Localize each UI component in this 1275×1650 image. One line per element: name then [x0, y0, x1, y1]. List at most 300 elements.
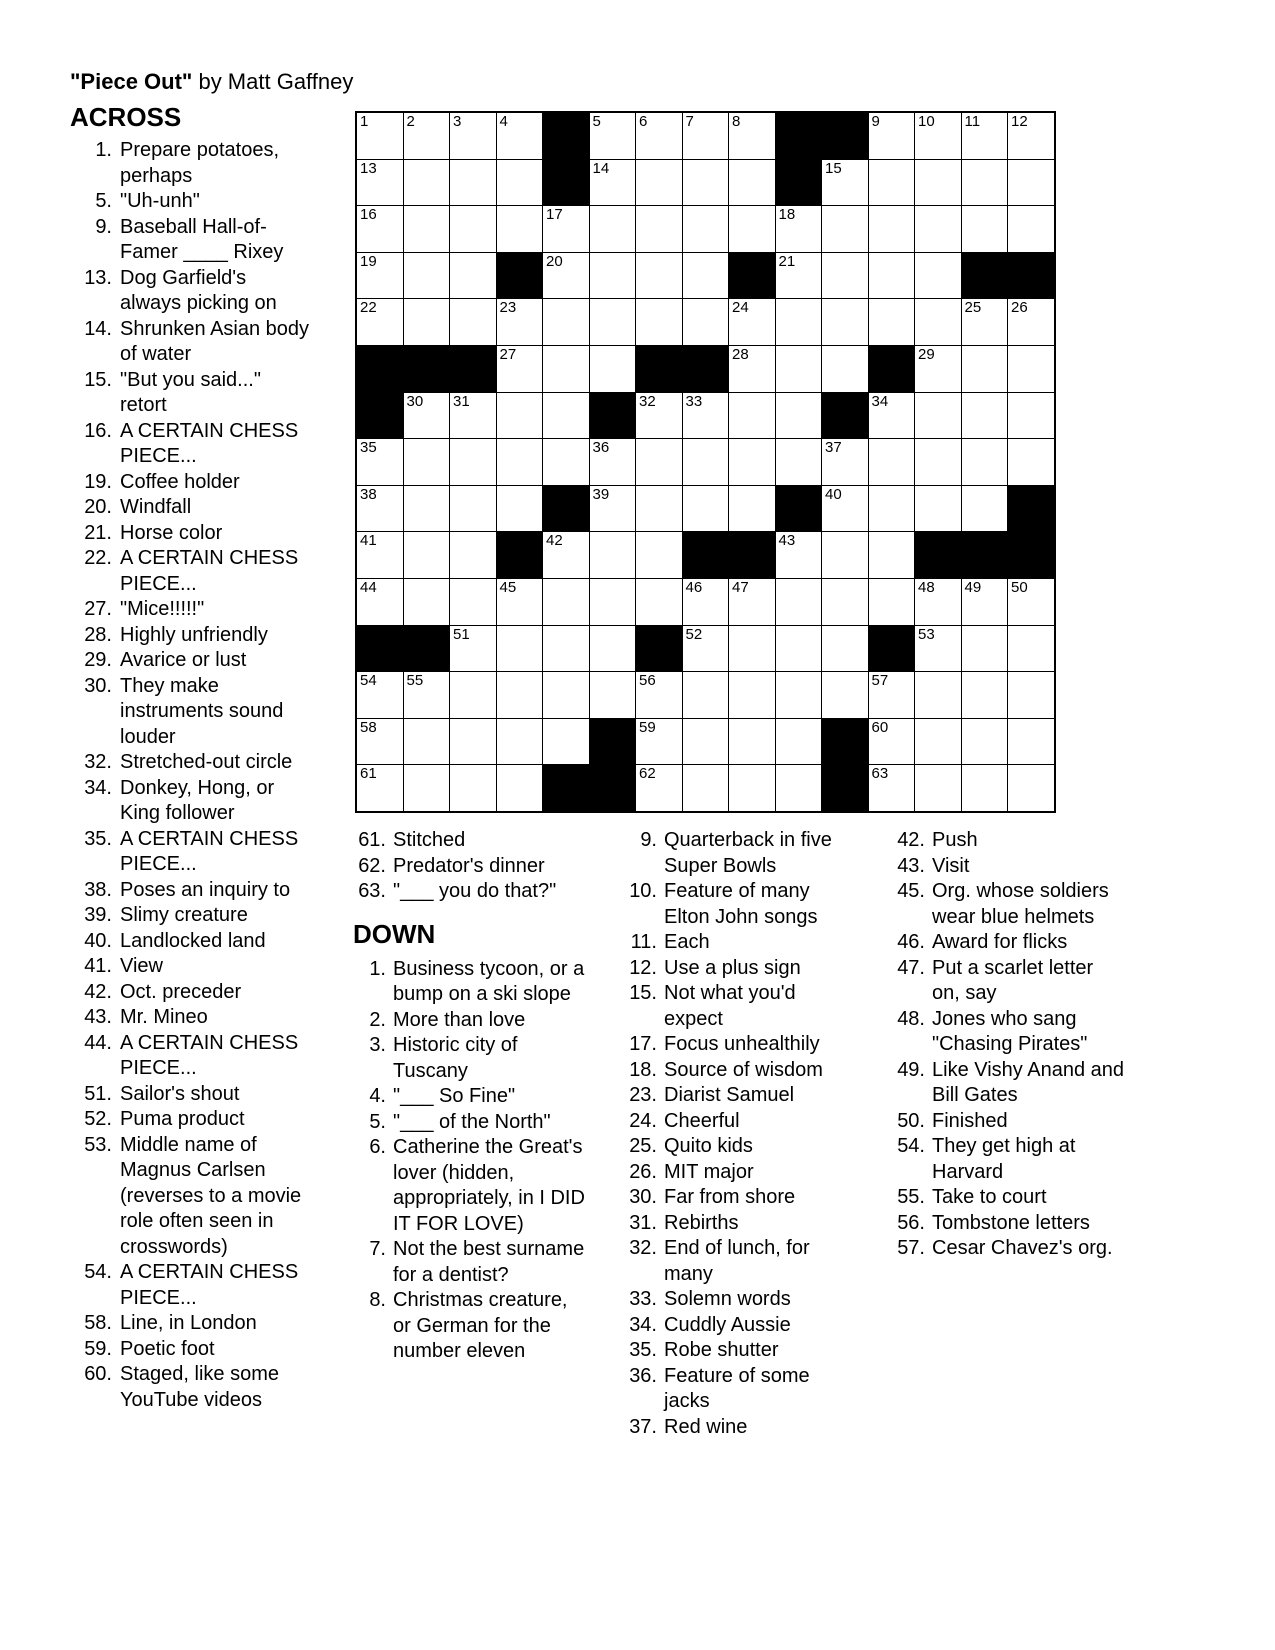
across-clue-52: [70, 1107, 310, 1133]
cell-number: 48: [918, 578, 935, 596]
cell-r10-c6[interactable]: [590, 532, 636, 578]
cell-r15-c8[interactable]: [683, 765, 729, 811]
cell-r3-c12[interactable]: [869, 206, 915, 252]
cell-r6-c6[interactable]: [590, 346, 636, 392]
cell-r7-c9[interactable]: [729, 393, 775, 439]
cell-r2-c3[interactable]: [450, 160, 496, 206]
cell-r14-c4[interactable]: [497, 719, 543, 765]
cell-r7-c5[interactable]: [543, 393, 589, 439]
cell-r13-c1[interactable]: [357, 672, 403, 718]
down-clue-36: [622, 1364, 857, 1415]
across-clue-32: [70, 750, 310, 776]
cell-r14-c13[interactable]: [915, 719, 961, 765]
cell-number: 51: [453, 625, 470, 643]
clue-number: 13.: [84, 266, 112, 289]
cell-r8-c7[interactable]: [636, 439, 682, 485]
cell-r4-c6[interactable]: [590, 253, 636, 299]
clue-number: 35.: [84, 827, 112, 850]
cell-r9-c9[interactable]: [729, 486, 775, 532]
cell-r1-c9[interactable]: [729, 113, 775, 159]
cell-number: 52: [685, 625, 703, 643]
cell-r11-c7[interactable]: [636, 579, 682, 625]
cell-r15-c1[interactable]: [357, 765, 403, 811]
cell-r8-c5[interactable]: [543, 439, 589, 485]
cell-r5-c10[interactable]: [776, 299, 822, 345]
cell-r13-c15[interactable]: [1008, 672, 1054, 718]
cell-r4-c5[interactable]: [543, 253, 589, 299]
cell-r9-c7[interactable]: [636, 486, 682, 532]
clue-number: 38.: [84, 878, 112, 901]
cell-r3-c4[interactable]: [497, 206, 543, 252]
clue-text: Highly unfriendly: [120, 623, 268, 646]
cell-r4-c8[interactable]: [683, 253, 729, 299]
cell-r1-c7[interactable]: [636, 113, 682, 159]
cell-r11-c13[interactable]: [915, 579, 961, 625]
cell-r14-c9[interactable]: [729, 719, 775, 765]
cell-r11-c1[interactable]: [357, 579, 403, 625]
cell-r13-c6[interactable]: [590, 672, 636, 718]
cell-r15-c2[interactable]: [404, 765, 450, 811]
cell-r14-c15[interactable]: [1008, 719, 1054, 765]
cell-r11-c2[interactable]: [404, 579, 450, 625]
clue-text: Robe shutter: [664, 1339, 779, 1361]
cell-r13-c14[interactable]: [962, 672, 1008, 718]
cell-r12-c15[interactable]: [1008, 626, 1054, 672]
cell-r9-c12[interactable]: [869, 486, 915, 532]
clue-number: 49.: [897, 1058, 925, 1081]
clue-text: Donkey, Hong, or King follower: [120, 776, 275, 824]
cell-r5-c2[interactable]: [404, 299, 450, 345]
cell-r3-c7[interactable]: [636, 206, 682, 252]
cell-number: 18: [778, 206, 796, 224]
cell-r5-c3[interactable]: [450, 299, 496, 345]
cell-r8-c10[interactable]: [776, 439, 822, 485]
cell-r1-c13[interactable]: [915, 113, 961, 159]
down-clue-50: [890, 1109, 1124, 1135]
clue-number: 60.: [84, 1363, 112, 1385]
clue-text: They make instruments sound louder: [120, 674, 284, 748]
cell-r3-c9[interactable]: [729, 206, 775, 252]
cell-r10-c3[interactable]: [450, 532, 496, 578]
puzzle-byline: by Matt Gaffney: [192, 69, 354, 94]
cell-r11-c10[interactable]: [776, 579, 822, 625]
black-cell-r7-c1: [357, 393, 403, 439]
down-clue-1: [353, 957, 588, 1008]
clue-text: Finished: [932, 1109, 1008, 1132]
cell-r3-c8[interactable]: [683, 206, 729, 252]
clue-number: 25.: [629, 1135, 657, 1157]
across-clue-5: [70, 189, 310, 215]
cell-number: 34: [871, 392, 889, 410]
cell-r11-c14[interactable]: [962, 579, 1008, 625]
cell-r14-c8[interactable]: [683, 719, 729, 765]
clue-text: A CERTAIN CHESS PIECE...: [120, 827, 299, 875]
across-clue-51: [70, 1082, 310, 1108]
across-clue-19: [70, 470, 310, 496]
cell-r9-c13[interactable]: [915, 486, 961, 532]
cell-r9-c2[interactable]: [404, 486, 450, 532]
cell-r13-c11[interactable]: [822, 672, 868, 718]
cell-r14-c3[interactable]: [450, 719, 496, 765]
cell-r3-c6[interactable]: [590, 206, 636, 252]
cell-r15-c3[interactable]: [450, 765, 496, 811]
cell-number: 44: [360, 578, 377, 596]
black-cell-r2-c10: [776, 160, 822, 206]
cell-r1-c15[interactable]: [1008, 113, 1054, 159]
cell-r1-c6[interactable]: [590, 113, 636, 159]
cell-r14-c10[interactable]: [776, 719, 822, 765]
cell-r3-c3[interactable]: [450, 206, 496, 252]
cell-r3-c11[interactable]: [822, 206, 868, 252]
cell-r8-c6[interactable]: [590, 439, 636, 485]
cell-r5-c6[interactable]: [590, 299, 636, 345]
cell-r11-c3[interactable]: [450, 579, 496, 625]
below-grid-column-3: [890, 828, 1124, 1262]
cell-r15-c15[interactable]: [1008, 765, 1054, 811]
cell-r2-c12[interactable]: [869, 160, 915, 206]
black-cell-r6-c12: [869, 346, 915, 392]
cell-r11-c12[interactable]: [869, 579, 915, 625]
cell-r6-c9[interactable]: [729, 346, 775, 392]
cell-r7-c7[interactable]: [636, 393, 682, 439]
cell-r13-c7[interactable]: [636, 672, 682, 718]
cell-r7-c8[interactable]: [683, 393, 729, 439]
cell-r6-c14[interactable]: [962, 346, 1008, 392]
cell-number: 56: [639, 672, 656, 690]
cell-r10-c10[interactable]: [776, 532, 822, 578]
cell-r5-c1[interactable]: [357, 299, 403, 345]
cell-r13-c10[interactable]: [776, 672, 822, 718]
cell-r2-c2[interactable]: [404, 160, 450, 206]
black-cell-r10-c15: [1008, 532, 1054, 578]
clue-number: 30.: [629, 1186, 657, 1208]
clue-number: 4.: [369, 1085, 386, 1107]
cell-number: 50: [1011, 578, 1028, 596]
cell-r4-c12[interactable]: [869, 253, 915, 299]
cell-r14-c12[interactable]: [869, 719, 915, 765]
clue-text: They get high at Harvard: [932, 1135, 1076, 1183]
clue-number: 42.: [84, 980, 112, 1003]
cell-r9-c3[interactable]: [450, 486, 496, 532]
cell-r7-c2[interactable]: [404, 393, 450, 439]
cell-r9-c4[interactable]: [497, 486, 543, 532]
cell-r14-c5[interactable]: [543, 719, 589, 765]
clue-number: 30.: [84, 674, 112, 697]
cell-r8-c8[interactable]: [683, 439, 729, 485]
cell-r7-c4[interactable]: [497, 393, 543, 439]
cell-r12-c6[interactable]: [590, 626, 636, 672]
clue-number: 61.: [358, 829, 386, 851]
cell-r12-c11[interactable]: [822, 626, 868, 672]
cell-r5-c14[interactable]: [962, 299, 1008, 345]
cell-r8-c12[interactable]: [869, 439, 915, 485]
across-clue-61: [353, 828, 588, 854]
cell-r2-c1[interactable]: [357, 160, 403, 206]
black-cell-r12-c2: [404, 626, 450, 672]
down-clue-43: [890, 854, 1124, 880]
cell-r2-c15[interactable]: [1008, 160, 1054, 206]
cell-r14-c7[interactable]: [636, 719, 682, 765]
cell-r12-c14[interactable]: [962, 626, 1008, 672]
cell-r7-c12[interactable]: [869, 393, 915, 439]
cell-r2-c14[interactable]: [962, 160, 1008, 206]
cell-r1-c8[interactable]: [683, 113, 729, 159]
cell-r8-c11[interactable]: [822, 439, 868, 485]
cell-r11-c9[interactable]: [729, 579, 775, 625]
cell-r7-c14[interactable]: [962, 393, 1008, 439]
cell-number: 31: [453, 392, 470, 410]
cell-r12-c13[interactable]: [915, 626, 961, 672]
puzzle-title-text: "Piece Out": [70, 69, 193, 94]
cell-r3-c10[interactable]: [776, 206, 822, 252]
black-cell-r1-c5: [543, 113, 589, 159]
down-clue-35: [622, 1338, 857, 1364]
cell-r14-c1[interactable]: [357, 719, 403, 765]
clue-text: Feature of many Elton John songs: [664, 880, 818, 928]
cell-r6-c10[interactable]: [776, 346, 822, 392]
cell-r14-c2[interactable]: [404, 719, 450, 765]
cell-r5-c5[interactable]: [543, 299, 589, 345]
cell-r3-c1[interactable]: [357, 206, 403, 252]
cell-r5-c9[interactable]: [729, 299, 775, 345]
cell-r9-c14[interactable]: [962, 486, 1008, 532]
cell-r8-c13[interactable]: [915, 439, 961, 485]
black-cell-r6-c2: [404, 346, 450, 392]
cell-r13-c3[interactable]: [450, 672, 496, 718]
clue-number: 63.: [358, 880, 386, 902]
cell-r1-c1[interactable]: [357, 113, 403, 159]
cell-r11-c11[interactable]: [822, 579, 868, 625]
down-clue-26: [622, 1160, 857, 1186]
cell-r3-c13[interactable]: [915, 206, 961, 252]
clue-text: Far from shore: [664, 1186, 796, 1208]
cell-r13-c13[interactable]: [915, 672, 961, 718]
cell-r1-c3[interactable]: [450, 113, 496, 159]
cell-number: 45: [499, 578, 517, 596]
cell-r3-c2[interactable]: [404, 206, 450, 252]
clue-text: More than love: [393, 1008, 526, 1031]
cell-r15-c9[interactable]: [729, 765, 775, 811]
cell-r1-c4[interactable]: [497, 113, 543, 159]
down-clue-list-1: [353, 957, 588, 1365]
cell-r1-c2[interactable]: [404, 113, 450, 159]
clue-number: 36.: [629, 1364, 657, 1387]
cell-number: 12: [1011, 113, 1028, 130]
cell-r5-c13[interactable]: [915, 299, 961, 345]
cell-r8-c3[interactable]: [450, 439, 496, 485]
cell-r2-c8[interactable]: [683, 160, 729, 206]
clue-text: Jones who sang "Chasing Pirates": [932, 1007, 1088, 1055]
cell-r15-c14[interactable]: [962, 765, 1008, 811]
cell-r12-c5[interactable]: [543, 626, 589, 672]
cell-r6-c13[interactable]: [915, 346, 961, 392]
cell-r8-c9[interactable]: [729, 439, 775, 485]
cell-r5-c8[interactable]: [683, 299, 729, 345]
clue-number: 12.: [629, 956, 657, 979]
cell-r4-c11[interactable]: [822, 253, 868, 299]
cell-r11-c4[interactable]: [497, 579, 543, 625]
clue-text: Quarterback in five Super Bowls: [664, 829, 832, 877]
clue-text: Avarice or lust: [120, 649, 247, 671]
cell-r15-c4[interactable]: [497, 765, 543, 811]
cell-r13-c2[interactable]: [404, 672, 450, 718]
across-clue-13: [70, 266, 310, 317]
cell-r1-c12[interactable]: [869, 113, 915, 159]
cell-number: 49: [964, 578, 982, 596]
clue-text: Stretched-out circle: [120, 751, 293, 773]
cell-r15-c10[interactable]: [776, 765, 822, 811]
clue-number: 1.: [95, 139, 112, 161]
cell-r13-c4[interactable]: [497, 672, 543, 718]
cell-r5-c11[interactable]: [822, 299, 868, 345]
cell-r7-c10[interactable]: [776, 393, 822, 439]
cell-r13-c8[interactable]: [683, 672, 729, 718]
cell-r13-c12[interactable]: [869, 672, 915, 718]
down-clue-49: [890, 1058, 1124, 1109]
cell-number: 40: [825, 485, 842, 503]
cell-number: 47: [732, 578, 749, 596]
cell-number: 57: [871, 672, 889, 690]
clue-text: "___ of the North": [393, 1110, 551, 1133]
clue-text: Tombstone letters: [932, 1211, 1090, 1234]
cell-r15-c13[interactable]: [915, 765, 961, 811]
cell-r3-c15[interactable]: [1008, 206, 1054, 252]
clue-text: Christmas creature, or German for the number eleven: [393, 1289, 568, 1362]
black-cell-r10-c13: [915, 532, 961, 578]
down-clue-31: [622, 1211, 857, 1237]
cell-r6-c4[interactable]: [497, 346, 543, 392]
cell-r15-c7[interactable]: [636, 765, 682, 811]
across-header: ACROSS: [70, 102, 182, 132]
cell-number: 8: [732, 113, 741, 130]
clue-number: 35.: [629, 1339, 657, 1361]
cell-r4-c7[interactable]: [636, 253, 682, 299]
cell-r15-c12[interactable]: [869, 765, 915, 811]
cell-r5-c4[interactable]: [497, 299, 543, 345]
cell-number: 60: [871, 718, 889, 736]
cell-r4-c1[interactable]: [357, 253, 403, 299]
cell-r14-c14[interactable]: [962, 719, 1008, 765]
clue-number: 33.: [629, 1288, 657, 1310]
black-cell-r7-c6: [590, 393, 636, 439]
clue-number: 15.: [629, 982, 657, 1004]
down-clue-17: [622, 1032, 857, 1058]
cell-r8-c14[interactable]: [962, 439, 1008, 485]
cell-r5-c15[interactable]: [1008, 299, 1054, 345]
cell-r12-c4[interactable]: [497, 626, 543, 672]
cell-r6-c11[interactable]: [822, 346, 868, 392]
cell-r4-c13[interactable]: [915, 253, 961, 299]
cell-r10-c11[interactable]: [822, 532, 868, 578]
cell-r2-c9[interactable]: [729, 160, 775, 206]
cell-r8-c2[interactable]: [404, 439, 450, 485]
clue-number: 11.: [630, 931, 657, 953]
clue-number: 15.: [84, 368, 112, 391]
cell-r10-c2[interactable]: [404, 532, 450, 578]
cell-r9-c1[interactable]: [357, 486, 403, 532]
cell-r4-c10[interactable]: [776, 253, 822, 299]
across-section: [70, 102, 310, 1413]
cell-r2-c11[interactable]: [822, 160, 868, 206]
cell-r6-c5[interactable]: [543, 346, 589, 392]
clue-number: 5.: [369, 1110, 386, 1133]
cell-number: 9: [871, 113, 880, 130]
clue-text: Catherine the Great's lover (hidden, appropriately, in I DID IT FOR LOVE): [393, 1136, 585, 1235]
cell-r2-c4[interactable]: [497, 160, 543, 206]
clue-text: Focus unhealthily: [664, 1033, 820, 1055]
across-clue-21: [70, 521, 310, 547]
across-clue-28: [70, 623, 310, 649]
down-clue-57: [890, 1236, 1124, 1262]
cell-r8-c15[interactable]: [1008, 439, 1054, 485]
cell-r10-c7[interactable]: [636, 532, 682, 578]
cell-number: 38: [360, 485, 377, 503]
cell-r4-c2[interactable]: [404, 253, 450, 299]
cell-r11-c6[interactable]: [590, 579, 636, 625]
clue-text: Take to court: [932, 1186, 1047, 1208]
clue-text: Puma product: [120, 1108, 245, 1130]
clue-text: Visit: [932, 854, 970, 877]
cell-number: 42: [546, 532, 563, 550]
clue-text: MIT major: [664, 1160, 754, 1183]
cell-r12-c9[interactable]: [729, 626, 775, 672]
cell-r10-c12[interactable]: [869, 532, 915, 578]
cell-number: 26: [1011, 299, 1028, 317]
cell-r13-c9[interactable]: [729, 672, 775, 718]
cell-r7-c13[interactable]: [915, 393, 961, 439]
clue-text: Baseball Hall-of-Famer ____ Rixey: [120, 215, 284, 263]
cell-r3-c5[interactable]: [543, 206, 589, 252]
cell-r7-c3[interactable]: [450, 393, 496, 439]
cell-r11-c5[interactable]: [543, 579, 589, 625]
across-clue-40: [70, 929, 310, 955]
clue-number: 23.: [629, 1084, 657, 1106]
cell-r2-c6[interactable]: [590, 160, 636, 206]
black-cell-r1-c10: [776, 113, 822, 159]
cell-r5-c7[interactable]: [636, 299, 682, 345]
black-cell-r9-c10: [776, 486, 822, 532]
across-clue-60: [70, 1362, 310, 1413]
cell-r7-c15[interactable]: [1008, 393, 1054, 439]
cell-r12-c8[interactable]: [683, 626, 729, 672]
cell-r5-c12[interactable]: [869, 299, 915, 345]
cell-r9-c11[interactable]: [822, 486, 868, 532]
cell-r8-c4[interactable]: [497, 439, 543, 485]
across-clue-1: [70, 138, 310, 189]
cell-r9-c6[interactable]: [590, 486, 636, 532]
cell-r10-c1[interactable]: [357, 532, 403, 578]
clue-number: 44.: [84, 1031, 112, 1054]
cell-r12-c10[interactable]: [776, 626, 822, 672]
cell-r1-c14[interactable]: [962, 113, 1008, 159]
cell-r12-c3[interactable]: [450, 626, 496, 672]
cell-number: 21: [778, 252, 796, 270]
cell-r13-c5[interactable]: [543, 672, 589, 718]
cell-r4-c3[interactable]: [450, 253, 496, 299]
cell-r2-c13[interactable]: [915, 160, 961, 206]
clue-number: 29.: [84, 649, 112, 671]
across-clue-44: [70, 1031, 310, 1082]
cell-r11-c15[interactable]: [1008, 579, 1054, 625]
cell-r9-c8[interactable]: [683, 486, 729, 532]
cell-r2-c7[interactable]: [636, 160, 682, 206]
across-clue-59: [70, 1337, 310, 1363]
cell-r11-c8[interactable]: [683, 579, 729, 625]
cell-r3-c14[interactable]: [962, 206, 1008, 252]
cell-r6-c15[interactable]: [1008, 346, 1054, 392]
cell-r10-c5[interactable]: [543, 532, 589, 578]
cell-r8-c1[interactable]: [357, 439, 403, 485]
